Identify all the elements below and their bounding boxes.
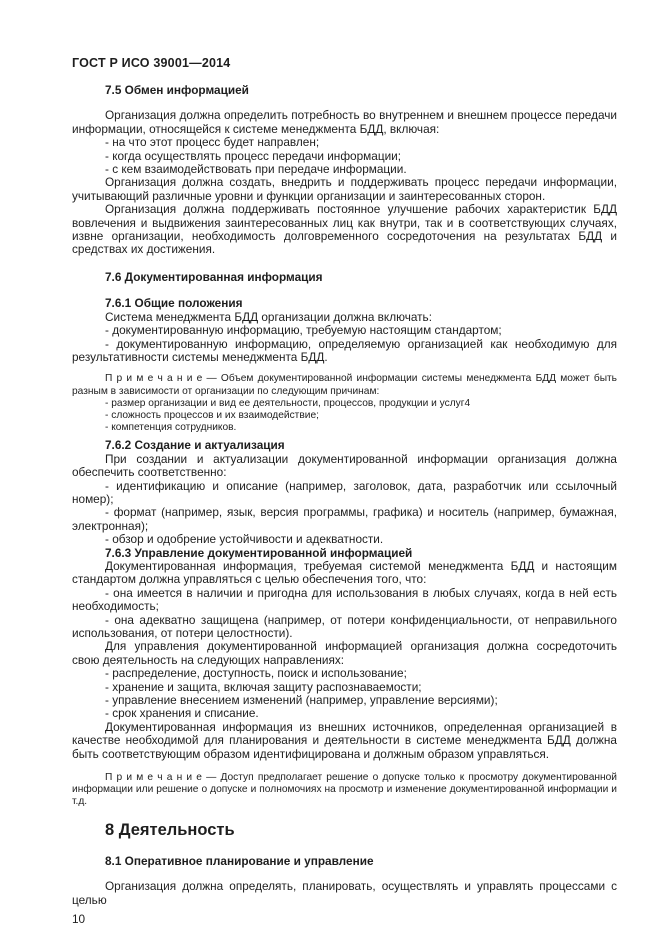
- section-7-5-heading: 7.5 Обмен информацией: [105, 83, 249, 97]
- running-header: ГОСТ Р ИСО 39001—2014: [72, 56, 231, 70]
- paragraph: Для управления документированной информацией организация должна сосредоточить свою деятельность на следующих направлениях:: [72, 639, 617, 667]
- list-item: - хранение и защита, включая защиту распознаваемости;: [105, 679, 422, 694]
- list-item: - распределение, доступность, поиск и использование;: [105, 666, 407, 681]
- list-item: - идентификацию и описание (например, заголовок, дата, разработчик или ссылочный номер);: [72, 478, 617, 506]
- paragraph: Документированная информация, требуемая системой менеджмента БДД и настоящим стандартом должна управляться с целью обеспечения того, что:: [72, 558, 617, 587]
- list-item: - управление внесением изменений (например, управление версиями);: [105, 693, 498, 708]
- list-item: - с кем взаимодействовать при передаче информации.: [105, 162, 407, 177]
- list-item: - срок хранения и списание.: [105, 706, 259, 721]
- paragraph: При создании и актуализации документированной информации организация должна обеспечить соответственно:: [72, 451, 617, 480]
- list-item: - на что этот процесс будет направлен;: [105, 135, 320, 150]
- list-item: - когда осуществлять процесс передачи информации;: [105, 148, 402, 163]
- paragraph: Организация должна определить потребность во внутреннем и внешнем процессе передачи информации, относящейся к системе менеджмента БДД, включая:: [72, 108, 617, 136]
- section-7-6-1-heading: 7.6.1 Общие положения: [105, 296, 243, 311]
- note-list-item: - компетенция сотрудников.: [105, 422, 237, 434]
- list-item: - документированную информацию, требуемую настоящим стандартом;: [105, 323, 502, 338]
- note: П р и м е ч а н и е — Доступ предполагает решение о допуске только к просмотру документированной информации или решение о допуске и полномочиях на просмотр и изменение документированной информации и т.д.: [72, 772, 617, 808]
- section-8-1-heading: 8.1 Оперативное планирование и управление: [105, 853, 374, 868]
- list-item: - обзор и одобрение устойчивости и адекватности.: [105, 532, 384, 547]
- page-number: 10: [72, 911, 86, 926]
- section-7-6-2-heading: 7.6.2 Создание и актуализация: [105, 438, 285, 453]
- paragraph: Организация должна поддерживать постоянное улучшение рабочих характеристик БДД вовлечения и выдвижения заинтересованных лиц как внутри, так и в соответствующих случаях, извне организации, необходимость долговременного сосредоточения на результатах БДД и средствах их достижения.: [72, 202, 617, 257]
- list-item: - формат (например, язык, версия программы, графика) и носитель (например, бумажная, электронная);: [72, 505, 617, 533]
- section-8-heading: 8 Деятельность: [105, 820, 235, 839]
- paragraph: Организация должна определять, планировать, осуществлять и управлять процессами с целью: [72, 879, 617, 907]
- paragraph: Организация должна создать, внедрить и поддерживать процесс передачи информации, учитывающий различные уровни и функции организации и заинтересованных сторон.: [72, 175, 617, 203]
- paragraph: Система менеджмента БДД организации должна включать:: [105, 309, 432, 324]
- section-7-6-heading: 7.6 Документированная информация: [105, 269, 323, 284]
- section-7-6-3-heading: 7.6.3 Управление документированной информацией: [105, 545, 413, 560]
- note: П р и м е ч а н и е — Объем документированной информации системы менеджмента БДД может быть разным в зависимости от организации по следующим причинам:: [72, 373, 617, 397]
- note-list-item: - размер организации и вид ее деятельности, процессов, продукции и услуг4: [105, 397, 471, 409]
- list-item: - она имеется в наличии и пригодна для использования в любых случаях, когда в ней есть необходимость;: [72, 585, 617, 614]
- list-item: - документированную информацию, определяемую организацией как необходимую для результативности системы менеджмента БДД.: [72, 336, 617, 364]
- list-item: - она адекватно защищена (например, от потери конфиденциальности, от неправильного использования, от потери целостности).: [72, 612, 617, 641]
- paragraph: Документированная информация из внешних источников, определенная организацией в качестве необходимой для планирования и деятельности в системе менеджмента БДД должна быть соответствующим образом идентифицирована и должным образом управляться.: [72, 719, 617, 761]
- note-list-item: - сложность процессов и их взаимодействие;: [105, 409, 319, 421]
